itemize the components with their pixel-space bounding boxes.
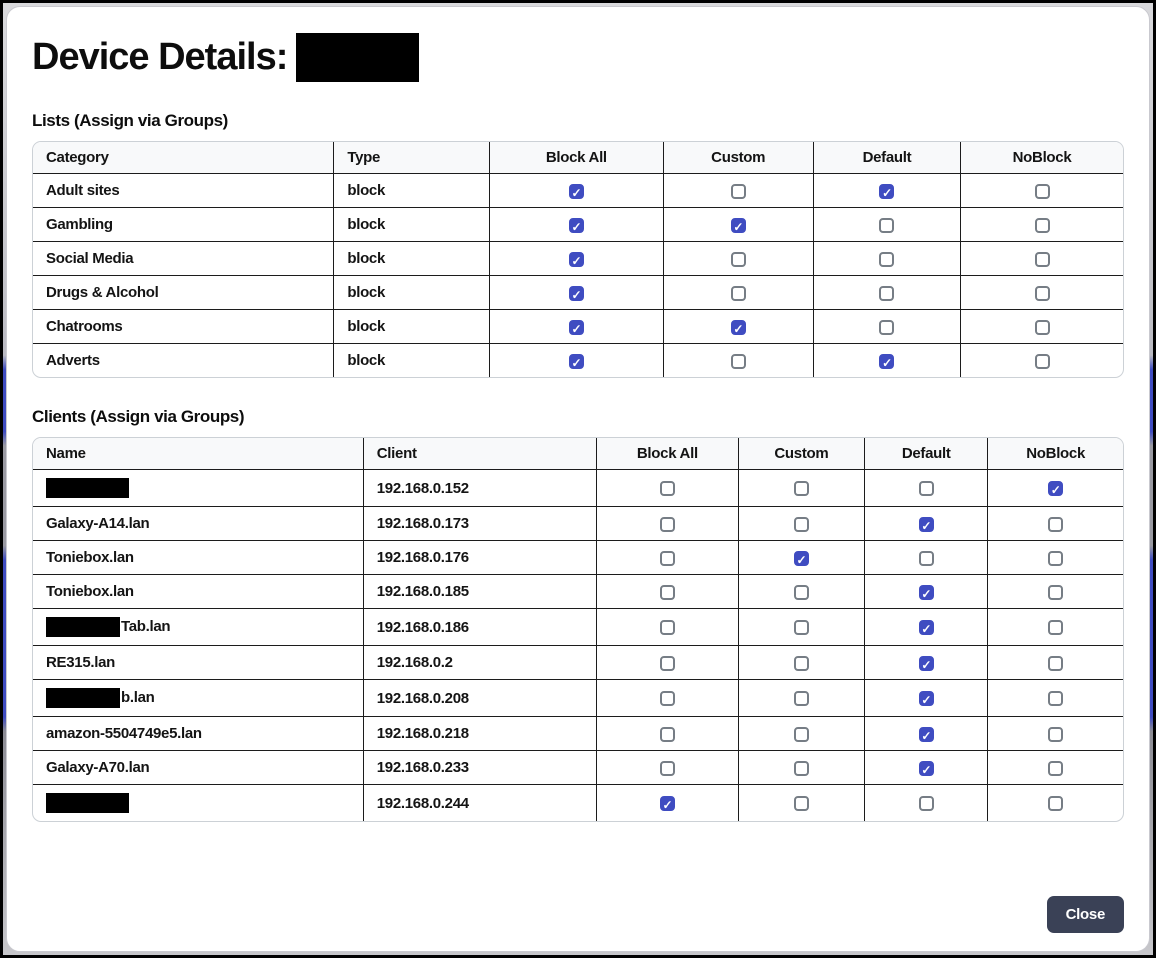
lists-table-header-row: [33, 142, 1123, 174]
cell-block-all: [490, 174, 663, 208]
column-header-noblock: NoBlock: [988, 438, 1123, 470]
lists-table: [33, 142, 1123, 377]
cell-custom: [663, 344, 813, 378]
cell-block-all: [490, 310, 663, 344]
checkbox-noblock-unchecked[interactable]: [1035, 252, 1050, 267]
checkbox-block-all-unchecked[interactable]: [660, 761, 675, 776]
checkbox-custom-unchecked[interactable]: [794, 620, 809, 635]
clients-section-heading: Clients (Assign via Groups): [32, 407, 245, 426]
checkbox-block-all-checked[interactable]: ✓: [569, 320, 584, 335]
cell-custom: [738, 609, 864, 646]
clients-table-container: [32, 437, 1124, 822]
cell-default: [813, 344, 960, 378]
cell-noblock: [988, 541, 1123, 575]
cell-default: [813, 276, 960, 310]
cell-type: block: [334, 208, 490, 242]
checkbox-block-all-unchecked[interactable]: [660, 727, 675, 742]
cell-custom: [738, 717, 864, 751]
checkbox-custom-unchecked[interactable]: [794, 585, 809, 600]
cell-default: [865, 751, 988, 785]
checkbox-block-all-unchecked[interactable]: [660, 551, 675, 566]
column-header-type: Type: [334, 142, 490, 174]
cell-name: Toniebox.lan: [33, 541, 363, 575]
cell-noblock: [961, 208, 1123, 242]
table-row: [33, 680, 1123, 717]
table-row: [33, 751, 1123, 785]
checkbox-custom-unchecked[interactable]: [794, 796, 809, 811]
checkbox-noblock-unchecked[interactable]: [1048, 585, 1063, 600]
cell-default: [865, 785, 988, 822]
cell-noblock: [988, 507, 1123, 541]
checkbox-custom-unchecked[interactable]: [794, 727, 809, 742]
cell-block-all: [597, 785, 739, 822]
cell-default: [813, 242, 960, 276]
cell-category: Drugs & Alcohol: [33, 276, 334, 310]
checkbox-noblock-unchecked[interactable]: [1048, 691, 1063, 706]
cell-client: 192.168.0.185: [363, 575, 596, 609]
cell-type: block: [334, 174, 490, 208]
cell-client: 192.168.0.244: [363, 785, 596, 822]
checkbox-block-all-checked[interactable]: ✓: [569, 354, 584, 369]
cell-custom: [663, 276, 813, 310]
checkbox-noblock-unchecked[interactable]: [1048, 551, 1063, 566]
cell-client: 192.168.0.218: [363, 717, 596, 751]
checkbox-default-checked[interactable]: ✓: [919, 761, 934, 776]
cell-noblock: [961, 276, 1123, 310]
cell-category: Adverts: [33, 344, 334, 378]
close-button[interactable]: Close: [1047, 896, 1124, 933]
cell-client: 192.168.0.173: [363, 507, 596, 541]
cell-block-all: [597, 507, 739, 541]
cell-custom: [663, 242, 813, 276]
cell-block-all: [490, 242, 663, 276]
checkbox-default-checked[interactable]: ✓: [919, 517, 934, 532]
checkbox-noblock-unchecked[interactable]: [1035, 184, 1050, 199]
cell-default: [865, 507, 988, 541]
cell-default: [865, 680, 988, 717]
checkbox-default-checked[interactable]: ✓: [919, 656, 934, 671]
cell-block-all: [597, 575, 739, 609]
checkbox-default-checked[interactable]: ✓: [919, 620, 934, 635]
table-row: [33, 310, 1123, 344]
cell-noblock: [988, 575, 1123, 609]
device-details-modal: [6, 6, 1150, 952]
cell-client: 192.168.0.208: [363, 680, 596, 717]
column-header-default: Default: [865, 438, 988, 470]
cell-name: RE315.lan: [33, 646, 363, 680]
checkbox-block-all-unchecked[interactable]: [660, 656, 675, 671]
checkbox-custom-unchecked[interactable]: [794, 761, 809, 776]
checkbox-block-all-checked[interactable]: ✓: [660, 796, 675, 811]
checkbox-custom-unchecked[interactable]: [731, 184, 746, 199]
modal-title-text: Device Details:: [32, 36, 288, 78]
cell-block-all: [597, 680, 739, 717]
cell-custom: [738, 646, 864, 680]
clients-table-header-row: [33, 438, 1123, 470]
cell-block-all: [490, 344, 663, 378]
checkbox-default-checked[interactable]: ✓: [919, 585, 934, 600]
cell-noblock: [988, 609, 1123, 646]
cell-noblock: [988, 646, 1123, 680]
cell-type: block: [334, 310, 490, 344]
cell-block-all: [597, 541, 739, 575]
cell-name: b.lan: [33, 680, 363, 717]
cell-block-all: [490, 276, 663, 310]
checkbox-default-unchecked[interactable]: [879, 252, 894, 267]
cell-default: [865, 717, 988, 751]
cell-default: [865, 541, 988, 575]
redacted-device-name: [296, 33, 419, 82]
checkbox-noblock-unchecked[interactable]: [1048, 656, 1063, 671]
cell-noblock: [961, 174, 1123, 208]
checkbox-block-all-unchecked[interactable]: [660, 481, 675, 496]
modal-footer: [32, 870, 1124, 933]
column-header-category: Category: [33, 142, 334, 174]
cell-client: 192.168.0.233: [363, 751, 596, 785]
column-header-default: Default: [813, 142, 960, 174]
checkbox-default-checked[interactable]: ✓: [919, 727, 934, 742]
cell-noblock: [988, 751, 1123, 785]
cell-category: Chatrooms: [33, 310, 334, 344]
checkbox-noblock-unchecked[interactable]: [1048, 620, 1063, 635]
cell-default: [865, 575, 988, 609]
checkbox-custom-unchecked[interactable]: [731, 286, 746, 301]
checkbox-block-all-checked[interactable]: ✓: [569, 286, 584, 301]
lists-table-container: [32, 141, 1124, 378]
redacted-text: [46, 617, 120, 637]
cell-noblock: [988, 785, 1123, 822]
table-row: [33, 276, 1123, 310]
cell-custom: [738, 751, 864, 785]
cell-client: 192.168.0.2: [363, 646, 596, 680]
cell-name: Toniebox.lan: [33, 575, 363, 609]
checkbox-noblock-unchecked[interactable]: [1035, 218, 1050, 233]
cell-noblock: [988, 717, 1123, 751]
redacted-text: [46, 478, 129, 498]
clients-table: [33, 438, 1123, 821]
column-header-custom: Custom: [738, 438, 864, 470]
cell-default: [813, 310, 960, 344]
cell-block-all: [597, 717, 739, 751]
checkbox-default-unchecked[interactable]: [919, 796, 934, 811]
cell-client: 192.168.0.186: [363, 609, 596, 646]
cell-default: [813, 174, 960, 208]
cell-custom: [663, 174, 813, 208]
checkbox-custom-unchecked[interactable]: [794, 656, 809, 671]
checkbox-block-all-checked[interactable]: ✓: [569, 252, 584, 267]
checkbox-noblock-unchecked[interactable]: [1048, 517, 1063, 532]
cell-block-all: [597, 751, 739, 785]
cell-name: [33, 785, 363, 822]
checkbox-block-all-checked[interactable]: ✓: [569, 184, 584, 199]
table-row: [33, 646, 1123, 680]
table-row: [33, 541, 1123, 575]
cell-name: Galaxy-A14.lan: [33, 507, 363, 541]
cell-type: block: [334, 242, 490, 276]
checkbox-custom-unchecked[interactable]: [794, 481, 809, 496]
checkbox-default-unchecked[interactable]: [879, 320, 894, 335]
cell-block-all: [490, 208, 663, 242]
column-header-block-all: Block All: [597, 438, 739, 470]
table-row: [33, 575, 1123, 609]
cell-name: amazon-5504749e5.lan: [33, 717, 363, 751]
checkbox-default-checked[interactable]: ✓: [879, 354, 894, 369]
table-row: [33, 174, 1123, 208]
cell-noblock: [961, 242, 1123, 276]
lists-section-heading: Lists (Assign via Groups): [32, 111, 228, 130]
cell-block-all: [597, 470, 739, 507]
checkbox-default-unchecked[interactable]: [919, 481, 934, 496]
checkbox-custom-unchecked[interactable]: [794, 517, 809, 532]
table-row: [33, 507, 1123, 541]
table-row: [33, 609, 1123, 646]
checkbox-custom-unchecked[interactable]: [794, 691, 809, 706]
redacted-text: [46, 793, 129, 813]
cell-custom: [738, 507, 864, 541]
checkbox-default-unchecked[interactable]: [879, 218, 894, 233]
cell-custom: [738, 470, 864, 507]
cell-client: 192.168.0.176: [363, 541, 596, 575]
checkbox-default-unchecked[interactable]: [879, 286, 894, 301]
column-header-custom: Custom: [663, 142, 813, 174]
cell-category: Social Media: [33, 242, 334, 276]
cell-type: block: [334, 344, 490, 378]
cell-custom: [738, 680, 864, 717]
checkbox-block-all-unchecked[interactable]: [660, 517, 675, 532]
cell-category: Gambling: [33, 208, 334, 242]
checkbox-noblock-unchecked[interactable]: [1048, 761, 1063, 776]
checkbox-noblock-unchecked[interactable]: [1035, 320, 1050, 335]
cell-custom: [663, 310, 813, 344]
modal-title: [32, 33, 1124, 82]
cell-default: [865, 609, 988, 646]
checkbox-default-checked[interactable]: ✓: [919, 691, 934, 706]
cell-custom: [738, 541, 864, 575]
column-header-name: Name: [33, 438, 363, 470]
column-header-block-all: Block All: [490, 142, 663, 174]
cell-block-all: [597, 646, 739, 680]
cell-name: [33, 470, 363, 507]
cell-custom: [738, 575, 864, 609]
cell-custom: [738, 785, 864, 822]
table-row: [33, 344, 1123, 378]
table-row: [33, 242, 1123, 276]
checkbox-custom-unchecked[interactable]: [731, 354, 746, 369]
cell-noblock: [988, 680, 1123, 717]
cell-client: 192.168.0.152: [363, 470, 596, 507]
column-header-client: Client: [363, 438, 596, 470]
redacted-text: [46, 688, 120, 708]
cell-noblock: [988, 470, 1123, 507]
checkbox-block-all-unchecked[interactable]: [660, 620, 675, 635]
checkbox-block-all-unchecked[interactable]: [660, 691, 675, 706]
table-row: [33, 470, 1123, 507]
cell-name: Galaxy-A70.lan: [33, 751, 363, 785]
cell-noblock: [961, 344, 1123, 378]
checkbox-noblock-unchecked[interactable]: [1048, 796, 1063, 811]
cell-default: [813, 208, 960, 242]
checkbox-custom-checked[interactable]: ✓: [794, 551, 809, 566]
checkbox-custom-checked[interactable]: ✓: [731, 320, 746, 335]
checkbox-default-checked[interactable]: ✓: [879, 184, 894, 199]
cell-block-all: [597, 609, 739, 646]
checkbox-noblock-unchecked[interactable]: [1048, 727, 1063, 742]
table-row: [33, 208, 1123, 242]
checkbox-block-all-checked[interactable]: ✓: [569, 218, 584, 233]
cell-default: [865, 646, 988, 680]
cell-type: block: [334, 276, 490, 310]
checkbox-custom-unchecked[interactable]: [731, 252, 746, 267]
checkbox-noblock-unchecked[interactable]: [1035, 354, 1050, 369]
column-header-noblock: NoBlock: [961, 142, 1123, 174]
checkbox-noblock-unchecked[interactable]: [1035, 286, 1050, 301]
cell-default: [865, 470, 988, 507]
cell-custom: [663, 208, 813, 242]
table-row: [33, 785, 1123, 822]
checkbox-custom-checked[interactable]: ✓: [731, 218, 746, 233]
cell-category: Adult sites: [33, 174, 334, 208]
checkbox-default-unchecked[interactable]: [919, 551, 934, 566]
cell-noblock: [961, 310, 1123, 344]
cell-name: Tab.lan: [33, 609, 363, 646]
checkbox-block-all-unchecked[interactable]: [660, 585, 675, 600]
checkbox-noblock-checked[interactable]: ✓: [1048, 481, 1063, 496]
table-row: [33, 717, 1123, 751]
